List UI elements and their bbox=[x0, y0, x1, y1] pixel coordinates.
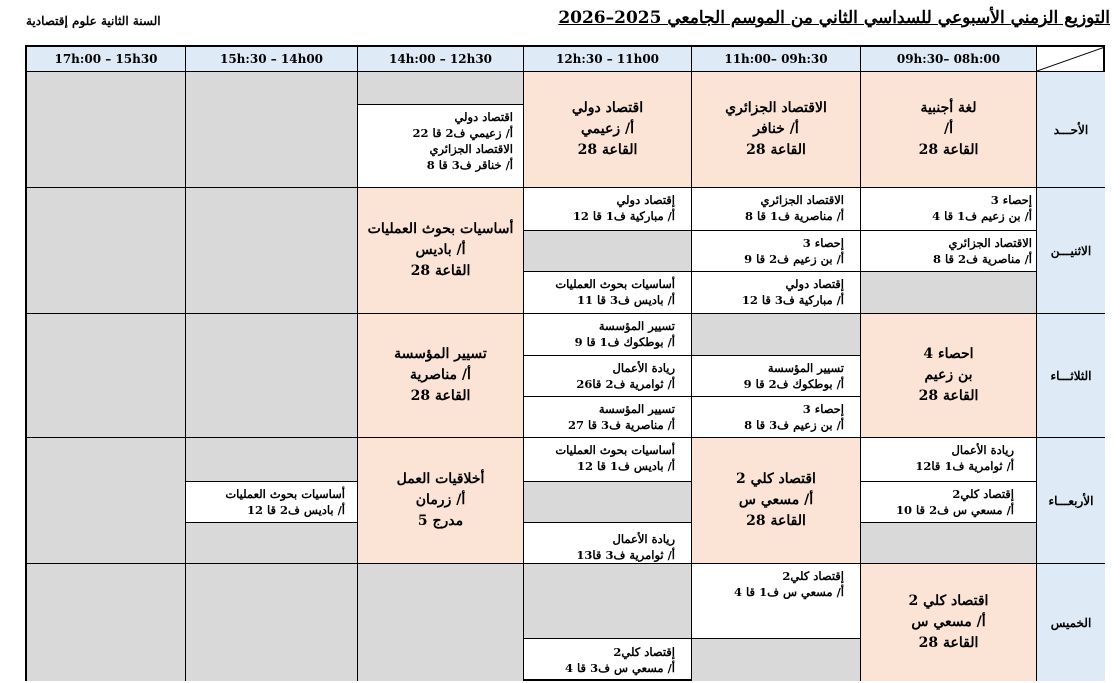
empty-cell bbox=[524, 482, 691, 522]
empty-cell bbox=[186, 188, 357, 313]
empty-cell bbox=[27, 72, 185, 187]
session-mon-s1b: الاقتصاد الجزائري أ/ مناصرية ف2 قا 8 bbox=[933, 236, 1032, 266]
empty-cell bbox=[692, 639, 860, 681]
empty-cell bbox=[27, 564, 185, 681]
session-wed-s4: أخلاقيات العمل أ/ زرمان مدرج 5 bbox=[358, 438, 523, 563]
session-mon-s1a: إحصاء 3 أ/ بن زعيم ف1 قا 4 bbox=[932, 193, 1032, 223]
slot-3: 12h:30 – 11h00 bbox=[524, 47, 691, 71]
session-wed-s1a: ريادة الأعمال أ/ ثوامرية ف1 قا12 bbox=[915, 443, 1014, 473]
empty-cell bbox=[186, 523, 357, 563]
session-tue-s3a: تسيير المؤسسة أ/ بوطكوك ف1 قا 9 bbox=[574, 319, 675, 349]
slot-2: 11h:00– 09h:30 bbox=[692, 47, 860, 71]
session-tue-s2c: إحصاء 3 أ/ بن زعيم ف3 قا 8 bbox=[744, 402, 844, 432]
page-subtitle: السنة الثانية علوم إقتصادية bbox=[26, 14, 161, 28]
empty-cell bbox=[524, 564, 691, 638]
empty-cell bbox=[358, 564, 523, 681]
session-tue-s3c: تسيير المؤسسة أ/ مناصرية ف3 قا 27 bbox=[568, 402, 675, 432]
empty-cell bbox=[358, 72, 523, 104]
day-wednesday: الأربعـــاء bbox=[1037, 438, 1105, 563]
empty-cell bbox=[27, 438, 185, 563]
slot-5: 15h:30 – 14h00 bbox=[186, 47, 357, 71]
session-wed-s2: اقتصاد كلي 2 أ/ مسعي س القاعة 28 bbox=[692, 438, 860, 563]
session-mon-s2c: إقتصاد دولي أ/ مباركية ف3 قا 12 bbox=[741, 277, 844, 307]
session-tue-s1: احصاء 4 بن زعيم القاعة 28 bbox=[861, 314, 1036, 437]
session-mon-s4: أساسيات بحوث العمليات أ/ باديس القاعة 28 bbox=[358, 188, 523, 313]
session-sun-s3: اقتصاد دولي أ/ زعيمي القاعة 28 bbox=[524, 72, 691, 187]
day-thursday: الخميس bbox=[1037, 564, 1105, 681]
day-sunday: الأحـــد bbox=[1037, 72, 1105, 187]
slot-6: 17h:00 – 15h30 bbox=[27, 47, 185, 71]
day-tuesday: الثلاثـــاء bbox=[1037, 314, 1105, 437]
timetable bbox=[25, 45, 1105, 681]
empty-cell bbox=[27, 188, 185, 313]
session-sun-s4: اقتصاد دولي أ/ زعيمي ف2 قا 22 الاقتصاد الجزائري أ/ خناقر ف3 قا 8 bbox=[412, 110, 513, 172]
session-sun-s1: لغة أجنبية أ/ القاعة 28 bbox=[861, 72, 1036, 187]
empty-cell bbox=[692, 314, 860, 355]
page-title: التوزيع الزمني الأسبوعي للسداسي الثاني من الموسم الجامعي 2025–2026 bbox=[558, 8, 1110, 28]
empty-cell bbox=[861, 523, 1036, 563]
empty-cell bbox=[27, 314, 185, 437]
session-mon-s3c: أساسيات بحوث العمليات أ/ باديس ف3 قا 11 bbox=[555, 277, 675, 307]
empty-cell bbox=[186, 72, 357, 187]
slot-4: 14h:00 – 12h30 bbox=[358, 47, 523, 71]
session-mon-s3a: إقتصاد دولي أ/ مباركية ف1 قا 12 bbox=[572, 193, 675, 223]
session-wed-s5: أساسيات بحوث العمليات أ/ باديس ف2 قا 12 bbox=[225, 487, 345, 517]
session-tue-s2b: تسيير المؤسسة أ/ بوطكوك ف2 قا 9 bbox=[743, 361, 844, 391]
session-sun-s2: الاقتصاد الجزائري أ/ خنافر القاعة 28 bbox=[692, 72, 860, 187]
session-mon-s2a: الاقتصاد الجزائري أ/ مناصرية ف1 قا 8 bbox=[745, 193, 844, 223]
empty-cell bbox=[861, 272, 1036, 313]
empty-cell bbox=[186, 564, 357, 681]
session-mon-s2b: إحصاء 3 أ/ بن زعيم ف2 قا 9 bbox=[744, 236, 844, 266]
corner-cell bbox=[1037, 47, 1105, 71]
session-wed-s3c: ريادة الأعمال أ/ ثوامرية ف3 قا13 bbox=[576, 532, 675, 562]
empty-cell bbox=[186, 314, 357, 437]
day-monday: الاثنيـــن bbox=[1037, 188, 1105, 313]
empty-cell bbox=[186, 438, 357, 481]
session-wed-s3a: أساسيات بحوث العمليات أ/ باديس ف1 قا 12 bbox=[555, 443, 675, 473]
session-thu-s3c: إقتصاد كلي2 أ/ مسعي س ف3 قا 4 bbox=[565, 645, 675, 675]
session-tue-s3b: ريادة الأعمال أ/ ثوامرية ف2 قا26 bbox=[576, 361, 675, 391]
session-wed-s1b: إقتصاد كلي2 أ/ مسعي س ف2 قا 10 bbox=[896, 487, 1014, 517]
session-thu-s2a: إقتصاد كلي2 أ/ مسعي س ف1 قا 4 bbox=[734, 569, 844, 599]
session-tue-s4: تسيير المؤسسة أ/ مناصرية القاعة 28 bbox=[358, 314, 523, 437]
session-thu-s1: اقتصاد كلي 2 أ/ مسعي س القاعة 28 bbox=[861, 564, 1036, 681]
slot-1: 09h:30– 08h:00 bbox=[861, 47, 1036, 71]
empty-cell bbox=[524, 231, 691, 271]
